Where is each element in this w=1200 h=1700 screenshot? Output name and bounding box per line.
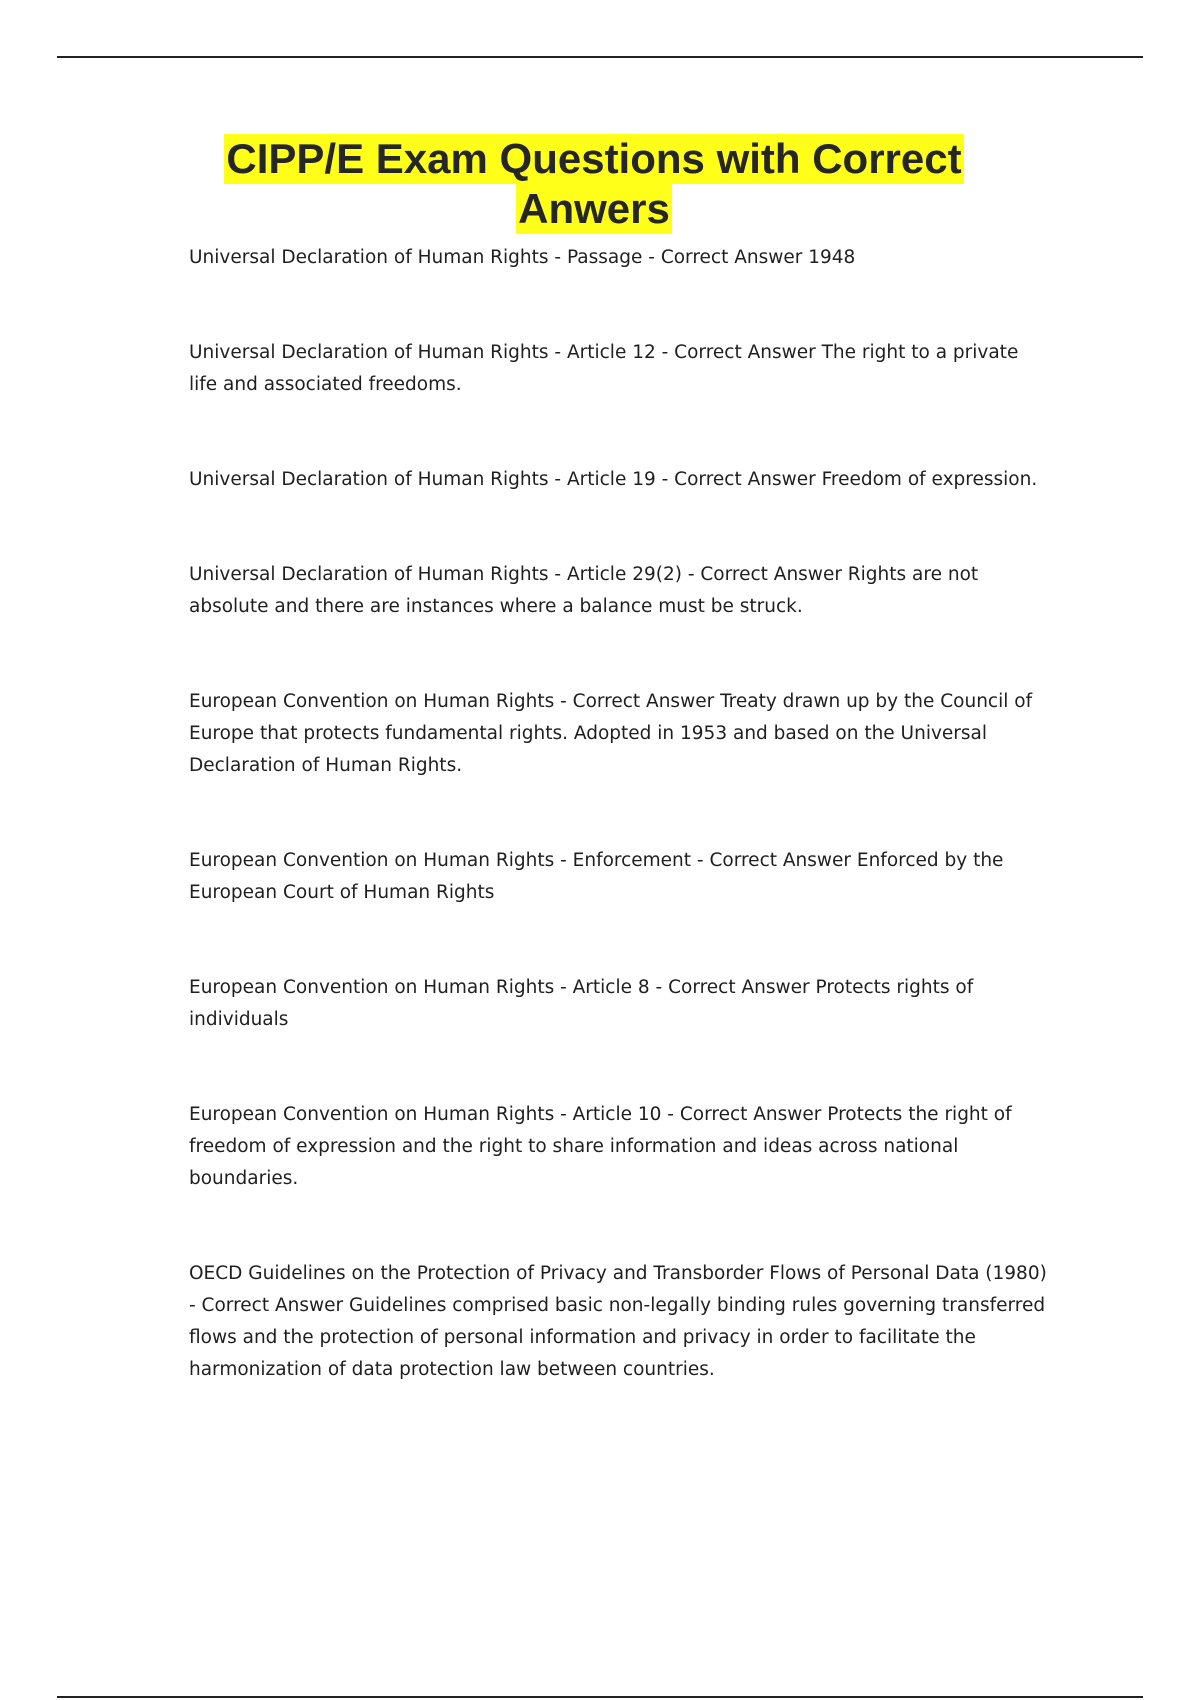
qa-list: [189, 242, 1049, 1386]
qa-item: Universal Declaration of Human Rights - Passage - Correct Answer 1948: [189, 247, 856, 268]
qa-item: Universal Declaration of Human Rights - Article 19 - Correct Answer Freedom of expression.: [189, 469, 1038, 490]
title-line-1: CIPP/E Exam Questions with Correct: [226, 135, 962, 182]
qa-item: Universal Declaration of Human Rights - Article 29(2) - Correct Answer Rights are not absolute and there are instances where a balance must be struck.: [189, 564, 979, 617]
qa-item: European Convention on Human Rights - Correct Answer Treaty drawn up by the Council of Europe that protects fundamental rights. Adopted in 1953 and based on the Universal Declaration of Human Rights.: [189, 691, 1033, 776]
qa-item: European Convention on Human Rights - Enforcement - Correct Answer Enforced by the European Court of Human Rights: [189, 850, 1004, 903]
qa-item: OECD Guidelines on the Protection of Privacy and Transborder Flows of Personal Data (1980) - Correct Answer Guidelines comprised basic non-legally binding rules governing transferred flows and the protection of personal information and privacy in order to facilitate the harmonization of data protection law between countries.: [189, 1263, 1047, 1380]
qa-item: Universal Declaration of Human Rights - Article 12 - Correct Answer The right to a private life and associated freedoms.: [189, 342, 1019, 395]
top-divider: [57, 56, 1143, 58]
bottom-divider: [57, 1696, 1143, 1698]
qa-item: European Convention on Human Rights - Article 8 - Correct Answer Protects rights of individuals: [189, 977, 974, 1030]
title-line-2: Anwers: [518, 185, 670, 232]
qa-item: European Convention on Human Rights - Article 10 - Correct Answer Protects the right of freedom of expression and the right to share information and ideas across national boundaries.: [189, 1104, 1012, 1189]
document-title: [190, 134, 998, 234]
